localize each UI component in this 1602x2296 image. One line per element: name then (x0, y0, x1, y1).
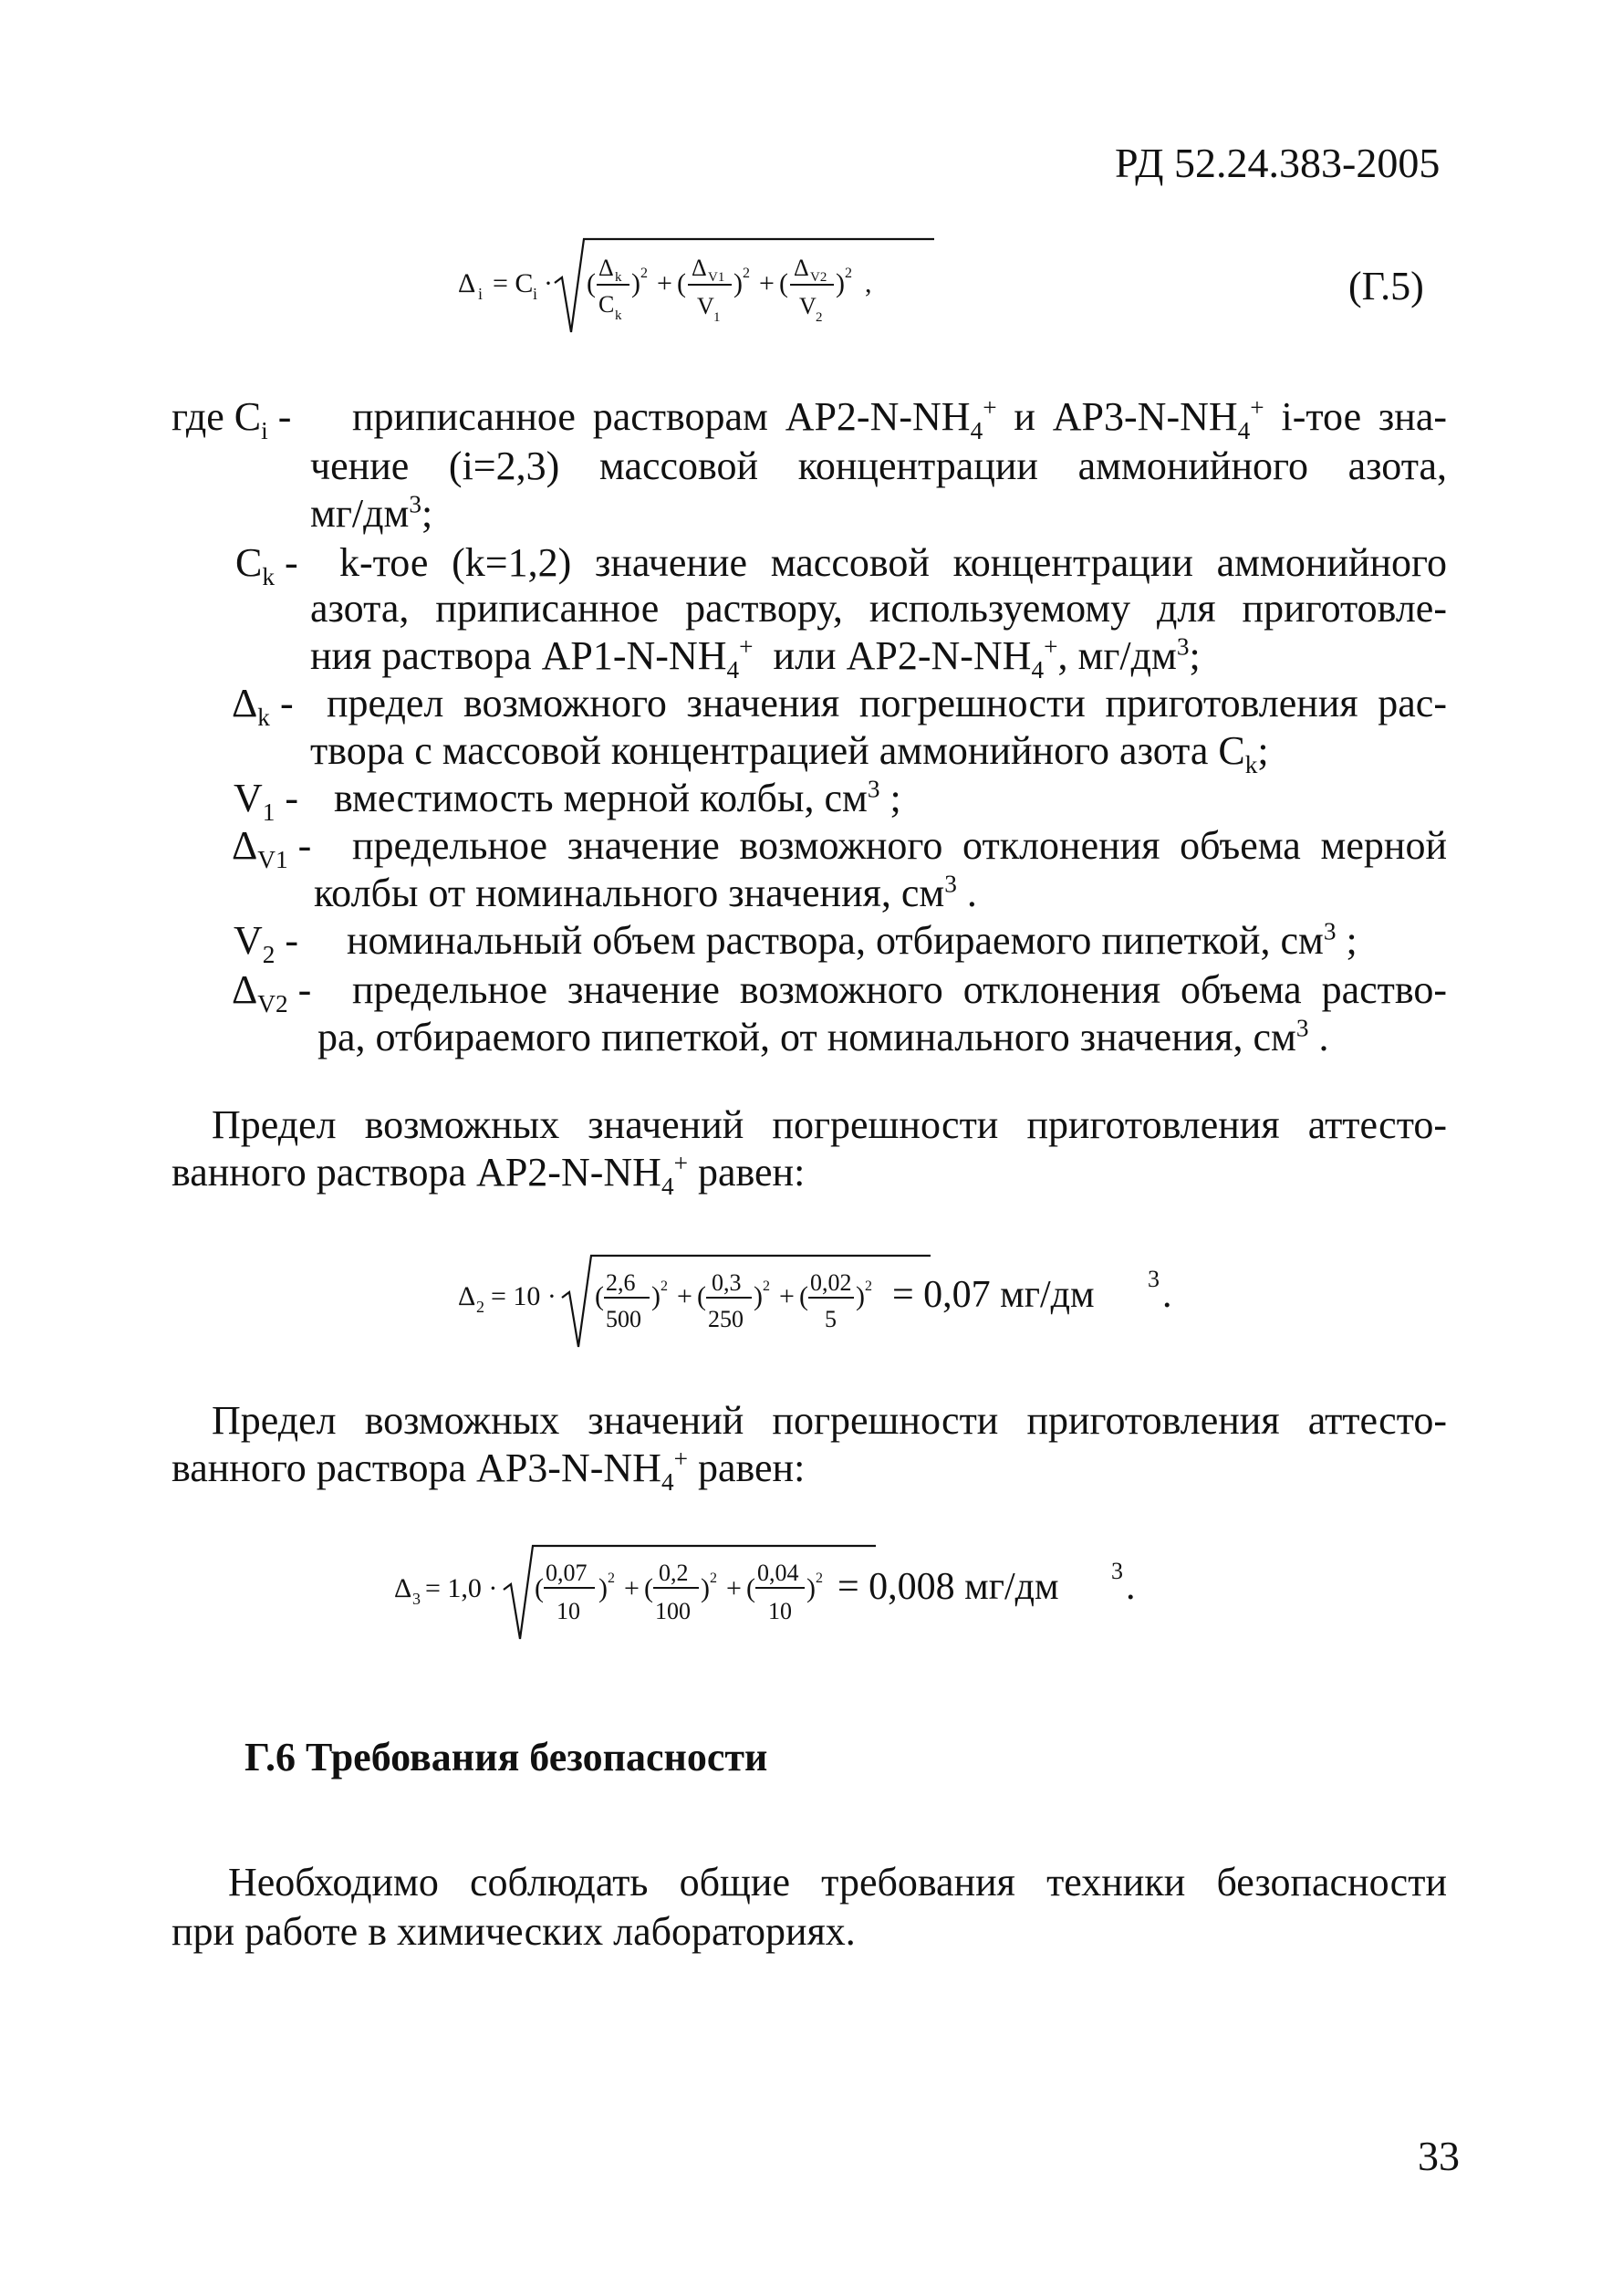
definition-ck-symbol: $C_k$ - (235, 540, 298, 590)
svg-text:= 0,07 мг/дм: = 0,07 мг/дм (892, 1274, 1095, 1316)
definition-v1-symbol: $V_1$ - (234, 776, 299, 826)
svg-text:): ) (651, 1281, 661, 1311)
svg-text:): ) (754, 1281, 763, 1311)
svg-text:= 10 ·: = 10 · (491, 1281, 557, 1311)
svg-text:Δ: Δ (458, 1281, 476, 1311)
svg-text:0,2: 0,2 (659, 1560, 689, 1586)
definition-dk-line2: твора с массовой концентрацией аммонийного азота $C_k$; (310, 728, 1269, 778)
svg-text:V: V (697, 293, 714, 319)
svg-text:+: + (759, 268, 775, 298)
section-text-line1: Необходимо соблюдать общие требования техники безопасности (228, 1860, 1447, 1905)
section-text-line2: при работе в химических лабораториях. (172, 1909, 856, 1954)
svg-text:= 0,008 мг/дм: = 0,008 мг/дм (837, 1566, 1059, 1608)
definition-dv2-line1: предельное значение возможного отклонения объема раство- (352, 967, 1447, 1012)
formula-delta3 (383, 1533, 1204, 1652)
svg-text:10: 10 (557, 1598, 580, 1624)
paragraph-ap2-line1: Предел возможных значений погрешности приготовления аттесто- (212, 1102, 1447, 1147)
svg-text:V2: V2 (810, 270, 827, 285)
definition-ci-line3: $мг/дм^3$; (310, 490, 433, 536)
svg-text:(: ( (799, 1281, 808, 1311)
paragraph-ap3-line2: ванного раствора $АР3-N-NH_4^+$ равен: (172, 1445, 806, 1496)
svg-text:): ) (806, 1573, 816, 1603)
definition-ck-line1: k-тое (k=1,2) значение массовой концентрации аммонийного (339, 540, 1447, 585)
svg-text:2: 2 (661, 1278, 668, 1294)
svg-text:100: 100 (655, 1598, 691, 1624)
svg-text:3: 3 (1111, 1558, 1123, 1584)
svg-text:5: 5 (825, 1306, 837, 1332)
paragraph-ap3-line1: Предел возможных значений погрешности приготовления аттесто- (212, 1398, 1447, 1443)
definition-dv2-line2: ра, отбираемого пипеткой, от номинального значения, $см^3$ . (317, 1014, 1329, 1059)
definition-dk-line1: предел возможного значения погрешности приготовления рас- (327, 681, 1447, 725)
svg-text:V: V (799, 293, 817, 319)
page-number: 33 (1418, 2133, 1460, 2179)
svg-text:= C: = C (493, 268, 534, 298)
svg-text:2: 2 (816, 1571, 823, 1586)
svg-text:+: + (726, 1573, 742, 1603)
svg-text:= 1,0 ·: = 1,0 · (425, 1573, 498, 1603)
section-heading: Г.6 Требования безопасности (244, 1735, 768, 1779)
svg-text:0,02: 0,02 (810, 1269, 852, 1296)
definition-v2-line1: номинальный объем раствора, отбираемого пипеткой, $см^3$ ; (347, 917, 1358, 963)
definition-ci-line2: чение (i=2,3) массовой концентрации аммонийного азота, (310, 444, 1447, 488)
svg-text:·: · (544, 268, 553, 298)
svg-text:): ) (631, 268, 640, 298)
svg-text:0,3: 0,3 (712, 1269, 742, 1296)
svg-text:(: ( (595, 1281, 604, 1311)
paragraph-ap2-line2: ванного раствора $АР2-N-NH_4^+$ равен: (172, 1149, 806, 1200)
svg-text:k: k (615, 270, 622, 285)
svg-text:250: 250 (708, 1306, 744, 1332)
svg-text:+: + (677, 1281, 692, 1311)
definition-dk-symbol: $\Delta_k$ - (232, 681, 294, 731)
definition-ci-line1: приписанное растворам $АР2-N-NH_4^+$ и $АР3-N-NH_4^+$ i-тое зна- (352, 393, 1448, 444)
formula-g5 (438, 219, 949, 356)
svg-text:Δ: Δ (598, 255, 614, 281)
svg-text:1: 1 (713, 310, 721, 325)
definition-ci-symbol: где $C_i$ - (172, 394, 292, 444)
svg-text:2: 2 (476, 1298, 484, 1316)
svg-text:0,07: 0,07 (546, 1560, 588, 1586)
svg-text:3: 3 (412, 1590, 421, 1608)
svg-text:0,04: 0,04 (757, 1560, 799, 1586)
definition-ck-line2: азота, приписанное раствору, используемому для приготовле- (310, 586, 1447, 631)
svg-text:k: k (615, 308, 622, 323)
svg-text:): ) (598, 1573, 608, 1603)
svg-text:i: i (533, 285, 538, 303)
svg-text:+: + (779, 1281, 795, 1311)
svg-text:(: ( (697, 1281, 706, 1311)
definition-dv1-symbol: $\Delta_{V1}$ - (232, 823, 312, 873)
definition-ck-line3: ния раствора $АР1-N-NH_4^+$ или $АР2-N-NH_4^+$, $мг/дм^3$; (310, 632, 1201, 684)
svg-text:2: 2 (816, 310, 823, 325)
svg-text:): ) (733, 268, 743, 298)
svg-text:(: ( (535, 1573, 544, 1603)
svg-text:(: ( (779, 268, 788, 298)
svg-text:+: + (657, 268, 672, 298)
svg-text:2,6: 2,6 (606, 1269, 636, 1296)
svg-text:10: 10 (768, 1598, 792, 1624)
svg-text:(: ( (587, 268, 596, 298)
definition-v1-line1: вместимость мерной колбы, $см^3$ ; (334, 775, 901, 820)
equation-label: (Г.5) (1348, 264, 1424, 308)
formula-lhs: Δ (458, 268, 476, 298)
svg-text:(: ( (677, 268, 686, 298)
svg-text:Δ: Δ (394, 1573, 412, 1603)
svg-text:2: 2 (845, 266, 852, 281)
svg-text:2: 2 (608, 1571, 615, 1586)
svg-text:2: 2 (865, 1278, 872, 1294)
svg-text:3: 3 (1148, 1266, 1160, 1292)
svg-text:C: C (598, 291, 615, 318)
svg-text:2: 2 (763, 1278, 770, 1294)
definition-dv1-line2: колбы от номинального значения, $см^3$ . (314, 870, 977, 915)
svg-text:): ) (856, 1281, 865, 1311)
svg-text:500: 500 (606, 1306, 641, 1332)
svg-text:i: i (478, 285, 484, 303)
definition-dv1-line1: предельное значение возможного отклонения объема мерной (352, 823, 1447, 868)
svg-text:Δ: Δ (794, 255, 809, 281)
svg-text:Δ: Δ (692, 255, 707, 281)
svg-text:2: 2 (710, 1571, 717, 1586)
svg-text:): ) (836, 268, 845, 298)
svg-text:+: + (624, 1573, 640, 1603)
svg-text:): ) (701, 1573, 710, 1603)
svg-text:.: . (1162, 1274, 1172, 1316)
document-code: РД 52.24.383-2005 (1115, 140, 1441, 186)
definition-v2-symbol: $V_2$ - (234, 918, 299, 968)
svg-text:.: . (1126, 1566, 1136, 1608)
svg-text:V1: V1 (708, 270, 725, 285)
svg-text:(: ( (746, 1573, 755, 1603)
svg-text:2: 2 (640, 266, 648, 281)
definition-dv2-symbol: $\Delta_{V2}$ - (232, 967, 312, 1018)
svg-text:(: ( (644, 1573, 653, 1603)
formula-delta2 (438, 1241, 1241, 1360)
svg-text:,: , (865, 268, 872, 298)
svg-text:2: 2 (743, 266, 750, 281)
